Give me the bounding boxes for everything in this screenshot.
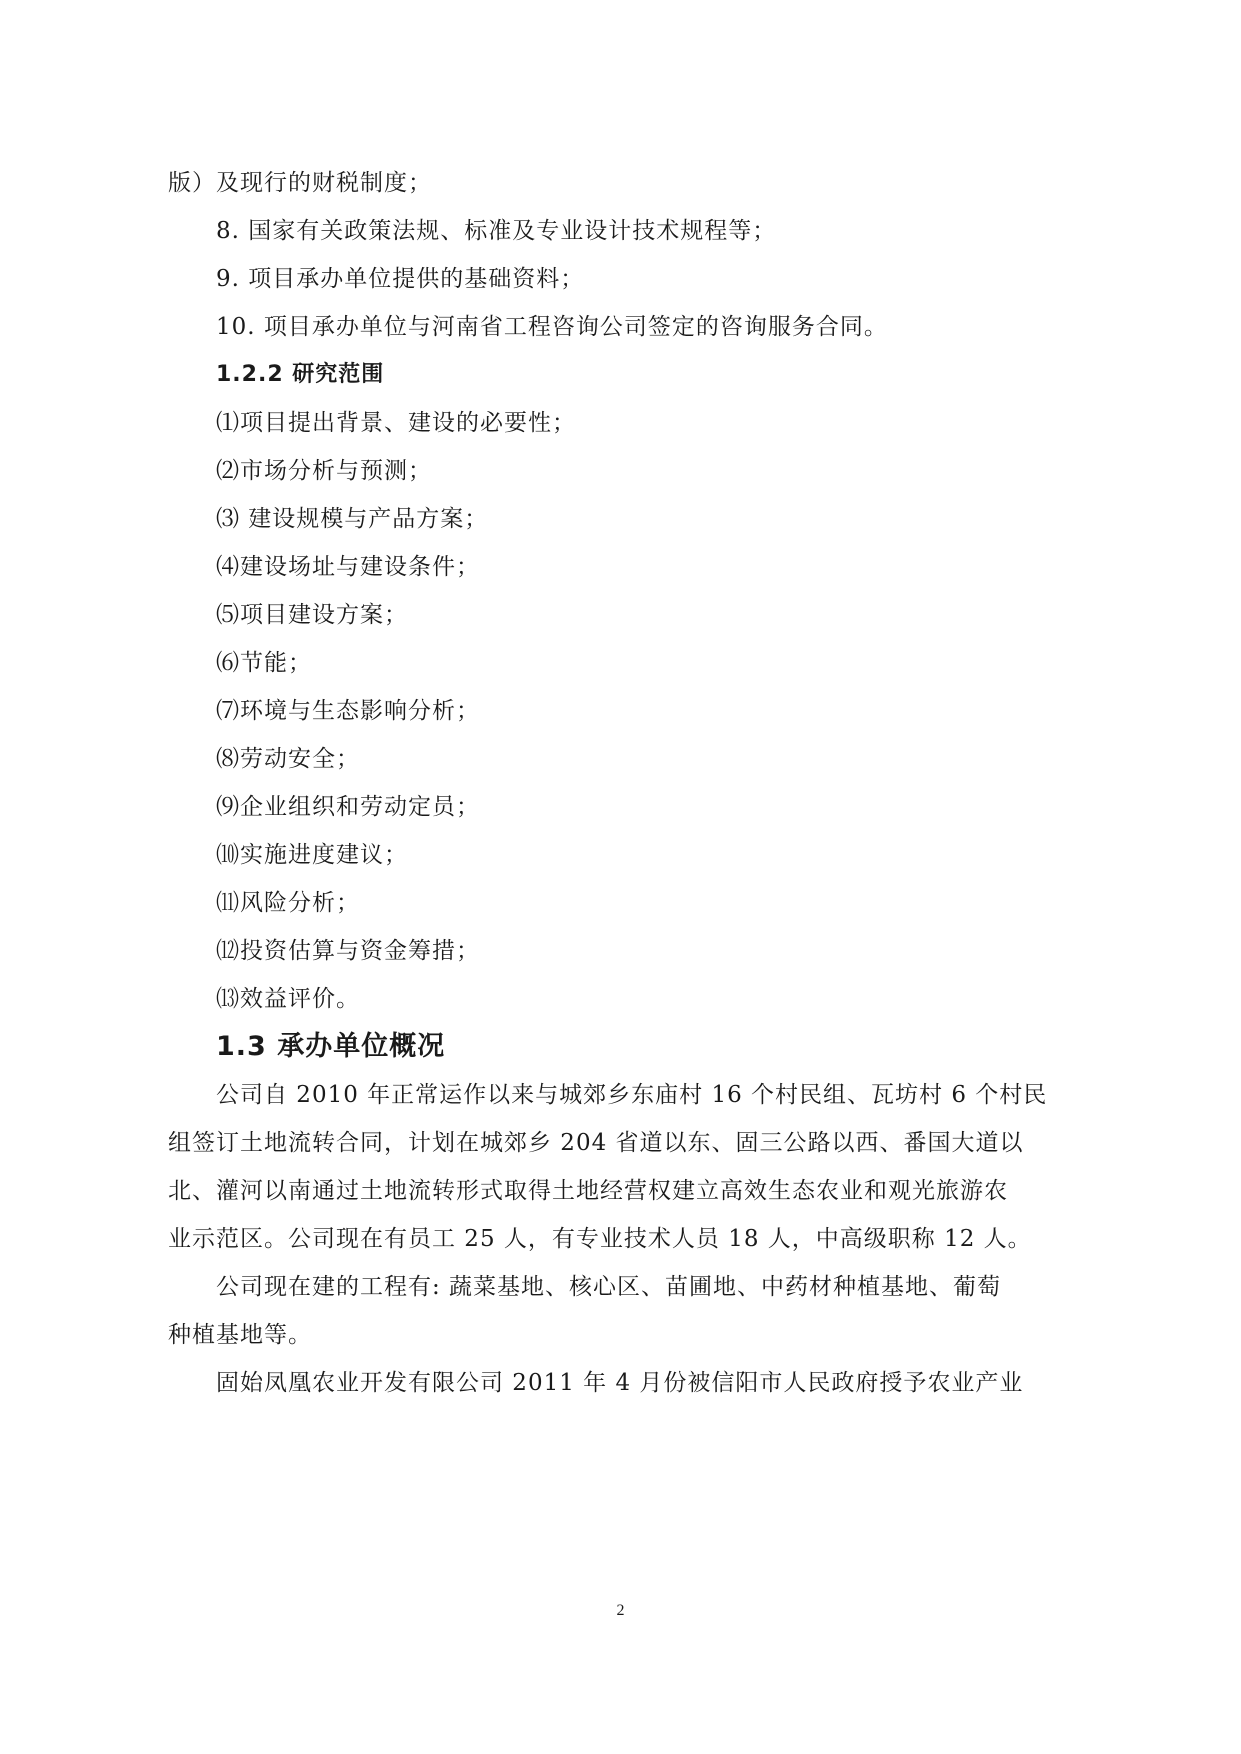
scope-item-13: ⒀效益评价。 xyxy=(216,986,360,1012)
overview-paragraph-2-line-2: 种植基地等。 xyxy=(168,1322,312,1348)
overview-paragraph-1-line-2: 组签订土地流转合同，计划在城郊乡 204 省道以东、固三公路以西、番国大道以 xyxy=(168,1130,1024,1156)
basis-item-9: 9. 项目承办单位提供的基础资料； xyxy=(216,266,585,292)
scope-item-10: ⑽实施进度建议； xyxy=(216,842,408,868)
scope-item-7: ⑺环境与生态影响分析； xyxy=(216,698,480,724)
basis-item-8: 8. 国家有关政策法规、标准及专业设计技术规程等； xyxy=(216,218,777,244)
scope-item-12: ⑿投资估算与资金筹措； xyxy=(216,938,480,964)
overview-paragraph-3-line-1: 固始凤凰农业开发有限公司 2011 年 4 月份被信阳市人民政府授予农业产业 xyxy=(216,1370,1024,1396)
page-number: 2 xyxy=(616,1602,625,1619)
overview-paragraph-2-line-1: 公司现在建的工程有: 蔬菜基地、核心区、苗圃地、中药材种植基地、葡萄 xyxy=(216,1274,1002,1300)
scope-item-11: ⑾风险分析； xyxy=(216,890,360,916)
overview-paragraph-1-line-3: 北、灌河以南通过土地流转形式取得土地经营权建立高效生态农业和观光旅游农 xyxy=(168,1178,1008,1204)
section-heading-company-overview: 1.3 承办单位概况 xyxy=(216,1031,446,1062)
scope-item-5: ⑸项目建设方案； xyxy=(216,602,408,628)
scope-item-8: ⑻劳动安全； xyxy=(216,746,360,772)
overview-paragraph-1-line-1: 公司自 2010 年正常运作以来与城郊乡东庙村 16 个村民组、瓦坊村 6 个村民 xyxy=(216,1082,1048,1108)
scope-item-6: ⑹节能； xyxy=(216,650,312,676)
scope-item-4: ⑷建设场址与建设条件； xyxy=(216,554,480,580)
scope-item-3: ⑶ 建设规模与产品方案； xyxy=(216,506,489,532)
scope-item-9: ⑼企业组织和劳动定员； xyxy=(216,794,480,820)
scope-item-1: ⑴项目提出背景、建设的必要性； xyxy=(216,410,576,436)
scope-item-2: ⑵市场分析与预测； xyxy=(216,458,432,484)
overview-paragraph-1-line-4: 业示范区。公司现在有员工 25 人，有专业技术人员 18 人，中高级职称 12 人。 xyxy=(168,1226,1032,1252)
basis-item-7-tail: 版）及现行的财税制度； xyxy=(168,170,432,196)
basis-item-10: 10. 项目承办单位与河南省工程咨询公司签定的咨询服务合同。 xyxy=(216,314,888,340)
section-heading-research-scope: 1.2.2 研究范围 xyxy=(216,362,385,387)
